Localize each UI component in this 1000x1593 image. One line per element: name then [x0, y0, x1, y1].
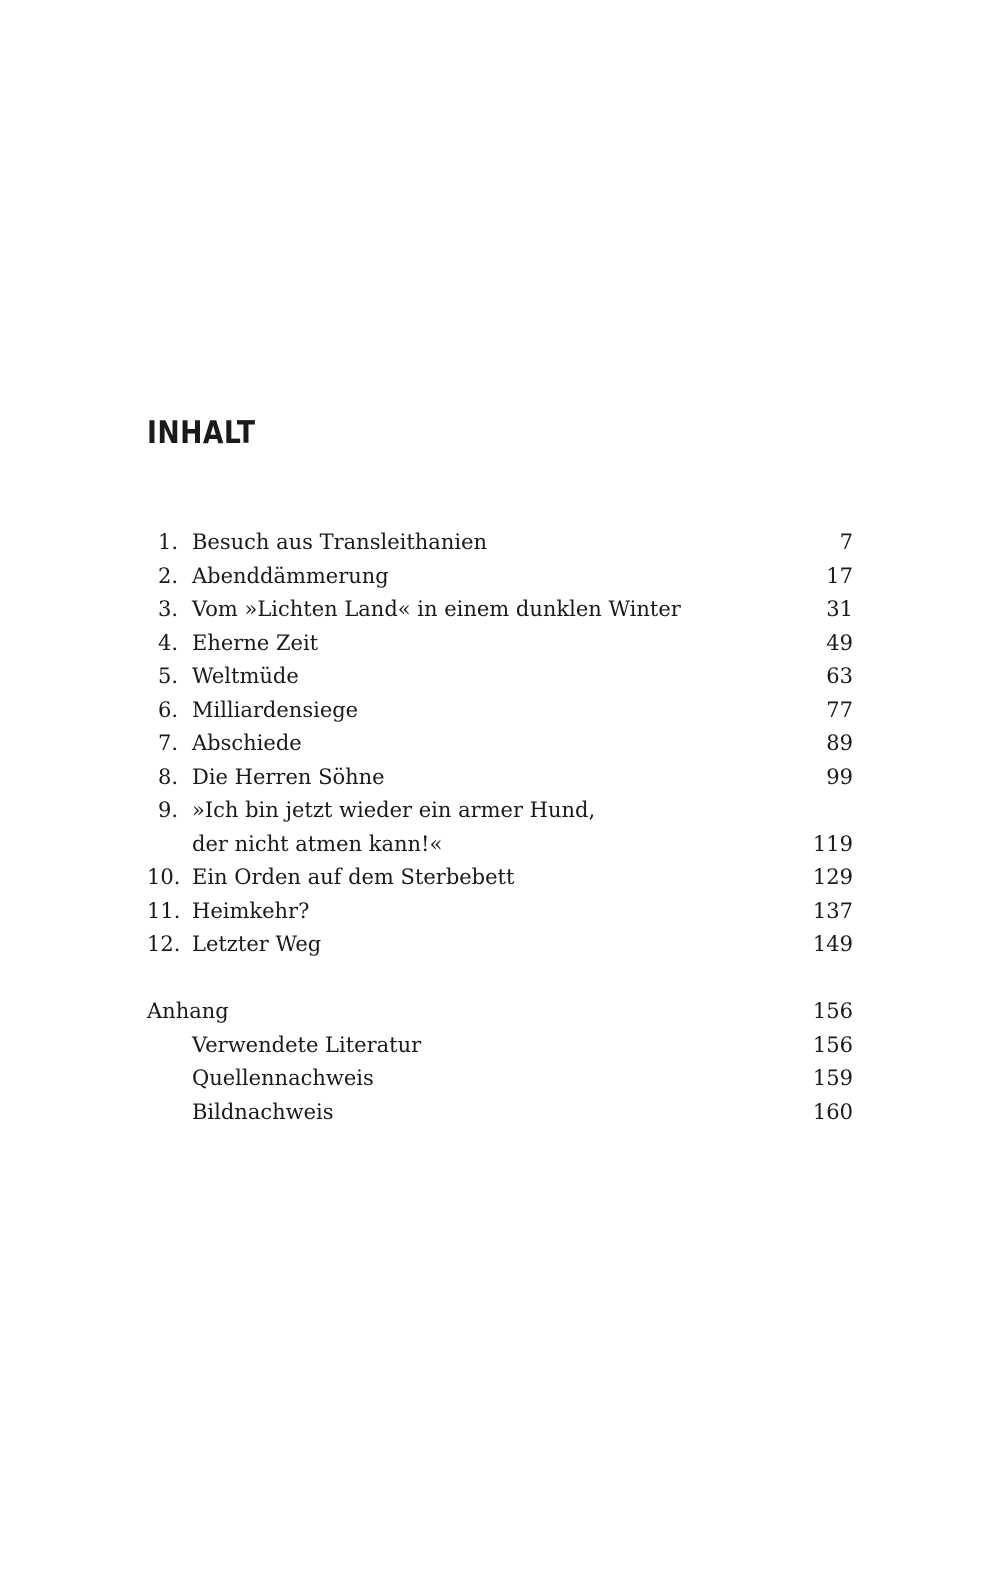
- toc-entry-11: [147, 895, 853, 929]
- chapter-number: 7.: [157, 731, 178, 755]
- toc-entry-9: [147, 794, 853, 828]
- toc-entry-2: [147, 560, 853, 594]
- toc-entry-7: [147, 727, 853, 761]
- chapter-title: Eherne Zeit: [192, 630, 319, 655]
- page-number: 156: [812, 999, 853, 1023]
- toc-entry-4: [147, 627, 853, 661]
- toc-heading: INHALT: [147, 415, 256, 451]
- table-of-contents: [147, 526, 853, 1129]
- chapter-number: 1.: [157, 530, 178, 554]
- chapter-title: Die Herren Söhne: [192, 764, 385, 789]
- page-number: 159: [812, 1066, 853, 1090]
- chapter-number: 6.: [157, 697, 178, 722]
- toc-appendix-item-2: [147, 1062, 853, 1096]
- chapter-number: 11.: [147, 898, 181, 923]
- toc-entry-1: [147, 526, 853, 560]
- chapter-title: Abenddämmerung: [192, 563, 389, 588]
- chapter-title: Ein Orden auf dem Sterbebett: [192, 865, 515, 889]
- toc-appendix-item-1: [147, 1029, 853, 1063]
- page-number: 17: [826, 563, 853, 588]
- chapter-title: Heimkehr?: [192, 898, 310, 923]
- toc-entry-3: [147, 593, 853, 627]
- chapter-title: Abschiede: [192, 731, 302, 755]
- appendix-title: Anhang: [147, 999, 229, 1023]
- appendix-item-title: Verwendete Literatur: [192, 1032, 422, 1057]
- toc-appendix-item-3: [147, 1096, 853, 1130]
- page-number: 7: [839, 530, 853, 554]
- page-number: 89: [826, 731, 853, 755]
- page-number: 129: [812, 865, 853, 889]
- toc-appendix: [147, 995, 853, 1029]
- toc-entry-9-continued: [147, 828, 853, 862]
- chapter-title: »Ich bin jetzt wieder ein armer Hund,: [192, 798, 596, 822]
- chapter-title: Besuch aus Transleithanien: [192, 530, 488, 554]
- chapter-title: Weltmüde: [192, 664, 299, 688]
- chapter-number: 10.: [147, 865, 181, 889]
- chapter-number: 3.: [157, 597, 178, 621]
- page-number: 119: [812, 831, 853, 856]
- chapter-number: 9.: [157, 798, 178, 822]
- section-spacer: [147, 962, 853, 996]
- page-number: 156: [812, 1032, 853, 1057]
- chapter-number: 5.: [157, 664, 178, 688]
- chapter-number: 2.: [157, 563, 178, 588]
- chapter-title: Milliardensiege: [192, 697, 359, 722]
- chapter-title: Letzter Weg: [192, 932, 322, 956]
- toc-entry-6: [147, 694, 853, 728]
- appendix-item-title: Bildnachweis: [192, 1099, 334, 1124]
- page-number: 63: [826, 664, 853, 688]
- toc-entry-8: [147, 761, 853, 795]
- chapter-title-continued: der nicht atmen kann!«: [192, 831, 443, 856]
- chapter-number: 8.: [157, 764, 178, 789]
- toc-entry-5: [147, 660, 853, 694]
- page-number: 31: [826, 597, 853, 621]
- page-number: 149: [812, 932, 853, 956]
- appendix-item-title: Quellennachweis: [192, 1066, 374, 1090]
- toc-entry-12: [147, 928, 853, 962]
- page-number: 77: [826, 697, 853, 722]
- page-number: 49: [826, 630, 853, 655]
- chapter-number: 4.: [157, 630, 178, 655]
- chapter-number: 12.: [147, 932, 181, 956]
- toc-entry-10: [147, 861, 853, 895]
- chapter-title: Vom »Lichten Land« in einem dunklen Winter: [192, 597, 681, 621]
- page-number: 160: [812, 1099, 853, 1124]
- page-number: 137: [812, 898, 853, 923]
- page-number: 99: [826, 764, 853, 789]
